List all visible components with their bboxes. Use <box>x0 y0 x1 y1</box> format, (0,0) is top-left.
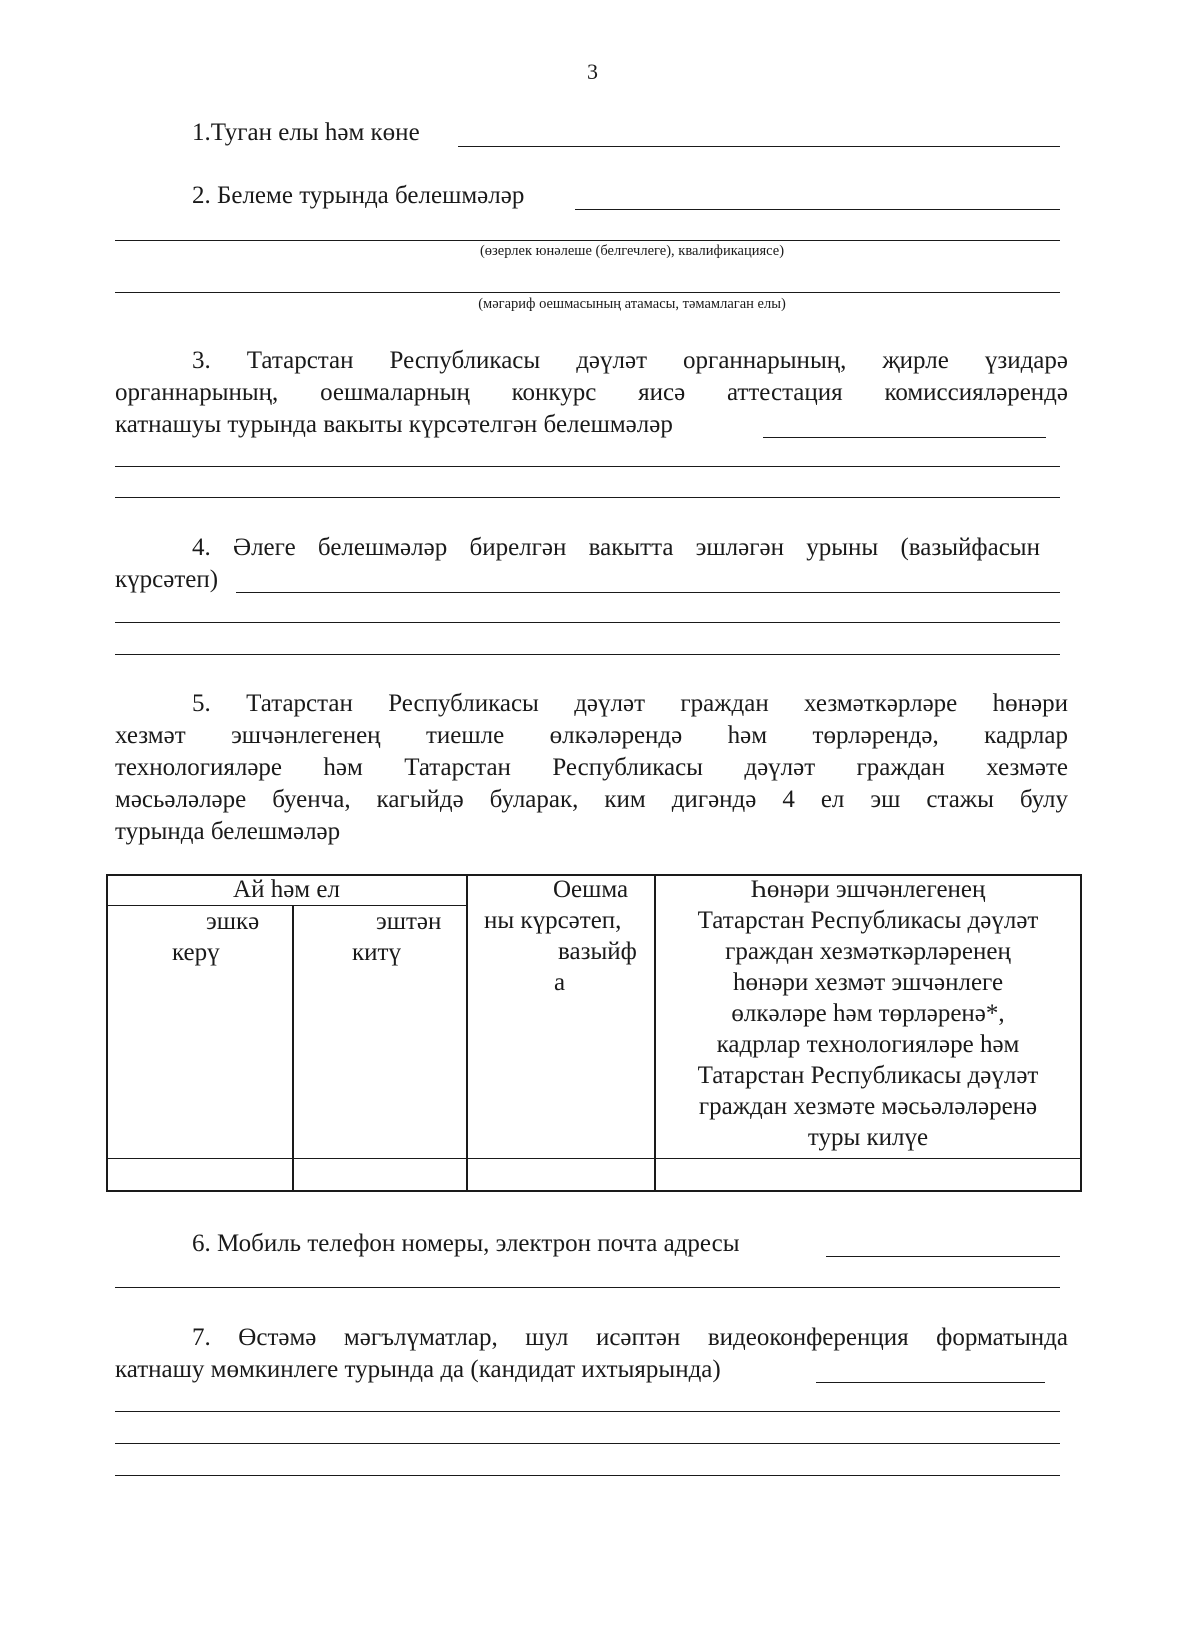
education-field[interactable] <box>575 209 1060 210</box>
specialty-field[interactable] <box>115 240 1060 241</box>
start-header-line-1: эшкә <box>206 908 260 935</box>
additional-info-field-4[interactable] <box>115 1475 1060 1476</box>
area-cell[interactable] <box>656 1160 1080 1190</box>
area-header-line: Татарстан Республикасы дәүләт <box>697 1062 1039 1089</box>
additional-info-field-3[interactable] <box>115 1443 1060 1444</box>
area-header-line: граждан хезмәткәрләренең <box>725 938 1011 965</box>
commissions-line-2: органнарының, оешмаларның конкурс яисә аттестация комиссияләрендә <box>115 379 1068 406</box>
institution-field[interactable] <box>115 292 1060 293</box>
contacts-field-2[interactable] <box>115 1287 1060 1288</box>
specialty-caption: (өзерлек юнәлеше (белгечлеге), квалификациясе) <box>479 243 785 259</box>
workplace-field[interactable] <box>236 592 1060 593</box>
end-date-cell[interactable] <box>294 1160 466 1190</box>
organization-cell[interactable] <box>468 1160 654 1190</box>
month-year-header: Ай һәм ел <box>233 876 340 903</box>
area-header-line: туры килүе <box>807 1124 929 1151</box>
area-header-line: граждан хезмәте мәсьәләләренә <box>698 1093 1038 1120</box>
commissions-line-1: 3. Татарстан Республикасы дәүләт органнарының, җирле үзидарә <box>192 347 1068 374</box>
additional-info-field-2[interactable] <box>115 1411 1060 1412</box>
experience-line-4: мәсьәләләре буенча, кагыйдә буларак, ким дигәндә 4 ел эш стажы булу <box>115 786 1068 813</box>
end-header-line-1: эштән <box>376 908 442 935</box>
end-header-line-2: китү <box>352 939 401 966</box>
org-header-line-4: а <box>554 969 566 996</box>
area-header-line: өлкәләре һәм төрләренә*, <box>731 1000 1005 1027</box>
additional-info-line-1: 7. Өстәмә мәгълүматлар, шул исәптән видеоконференция форматында <box>192 1324 1068 1351</box>
workplace-field-3[interactable] <box>115 654 1060 655</box>
start-header-line-2: керү <box>172 939 220 966</box>
page-number: 3 <box>587 59 598 84</box>
experience-line-5: турында белешмәләр <box>115 818 341 845</box>
workplace-line-2: күрсәтеп) <box>115 566 219 593</box>
workplace-line-1: 4. Әлеге белешмәләр бирелгән вакытта эшләгән урыны (вазыйфасын <box>192 534 1040 561</box>
commissions-field[interactable] <box>763 437 1046 438</box>
commissions-line-3: катнашуы турында вакыты күрсәтелгән белешмәләр <box>115 411 673 438</box>
institution-caption: (мәгариф оешмасының атамасы, тәмамлаган елы) <box>478 296 786 312</box>
additional-info-field[interactable] <box>816 1382 1045 1383</box>
area-header-line: Татарстан Республикасы дәүләт <box>697 907 1039 934</box>
workplace-field-2[interactable] <box>115 622 1060 623</box>
org-header-line-2: ны күрсәтеп, <box>484 907 622 934</box>
birth-date-field[interactable] <box>458 146 1060 147</box>
contacts-field[interactable] <box>826 1256 1060 1257</box>
commissions-field-3[interactable] <box>115 497 1060 498</box>
start-date-cell[interactable] <box>108 1160 292 1190</box>
experience-line-2: хезмәт эшчәнлегенең тиешле өлкәләрендә һәм төрләрендә, кадрлар <box>115 722 1068 749</box>
area-header-line: һөнәри хезмәт эшчәнлеге <box>732 969 1004 996</box>
experience-line-1: 5. Татарстан Республикасы дәүләт граждан хезмәткәрләре һөнәри <box>192 690 1068 717</box>
org-header-line-1: Оешма <box>553 876 629 903</box>
org-header-line-3: вазыйф <box>558 938 637 965</box>
birth-date-label: 1.Туган елы һәм көне <box>192 119 420 146</box>
additional-info-line-2: катнашу мөмкинлеге турында да (кандидат ихтыярында) <box>115 1356 721 1383</box>
experience-table <box>106 874 1082 1192</box>
education-label: 2. Белеме турында белешмәләр <box>192 182 525 209</box>
experience-line-3: технологияләре һәм Татарстан Республикасы дәүләт граждан хезмәте <box>115 754 1068 781</box>
area-header-line: кадрлар технологияләре һәм <box>716 1031 1020 1058</box>
area-header-line: Һөнәри эшчәнлегенең <box>750 876 986 903</box>
contacts-label: 6. Мобиль телефон номеры, электрон почта адресы <box>192 1230 740 1257</box>
commissions-field-2[interactable] <box>115 466 1060 467</box>
